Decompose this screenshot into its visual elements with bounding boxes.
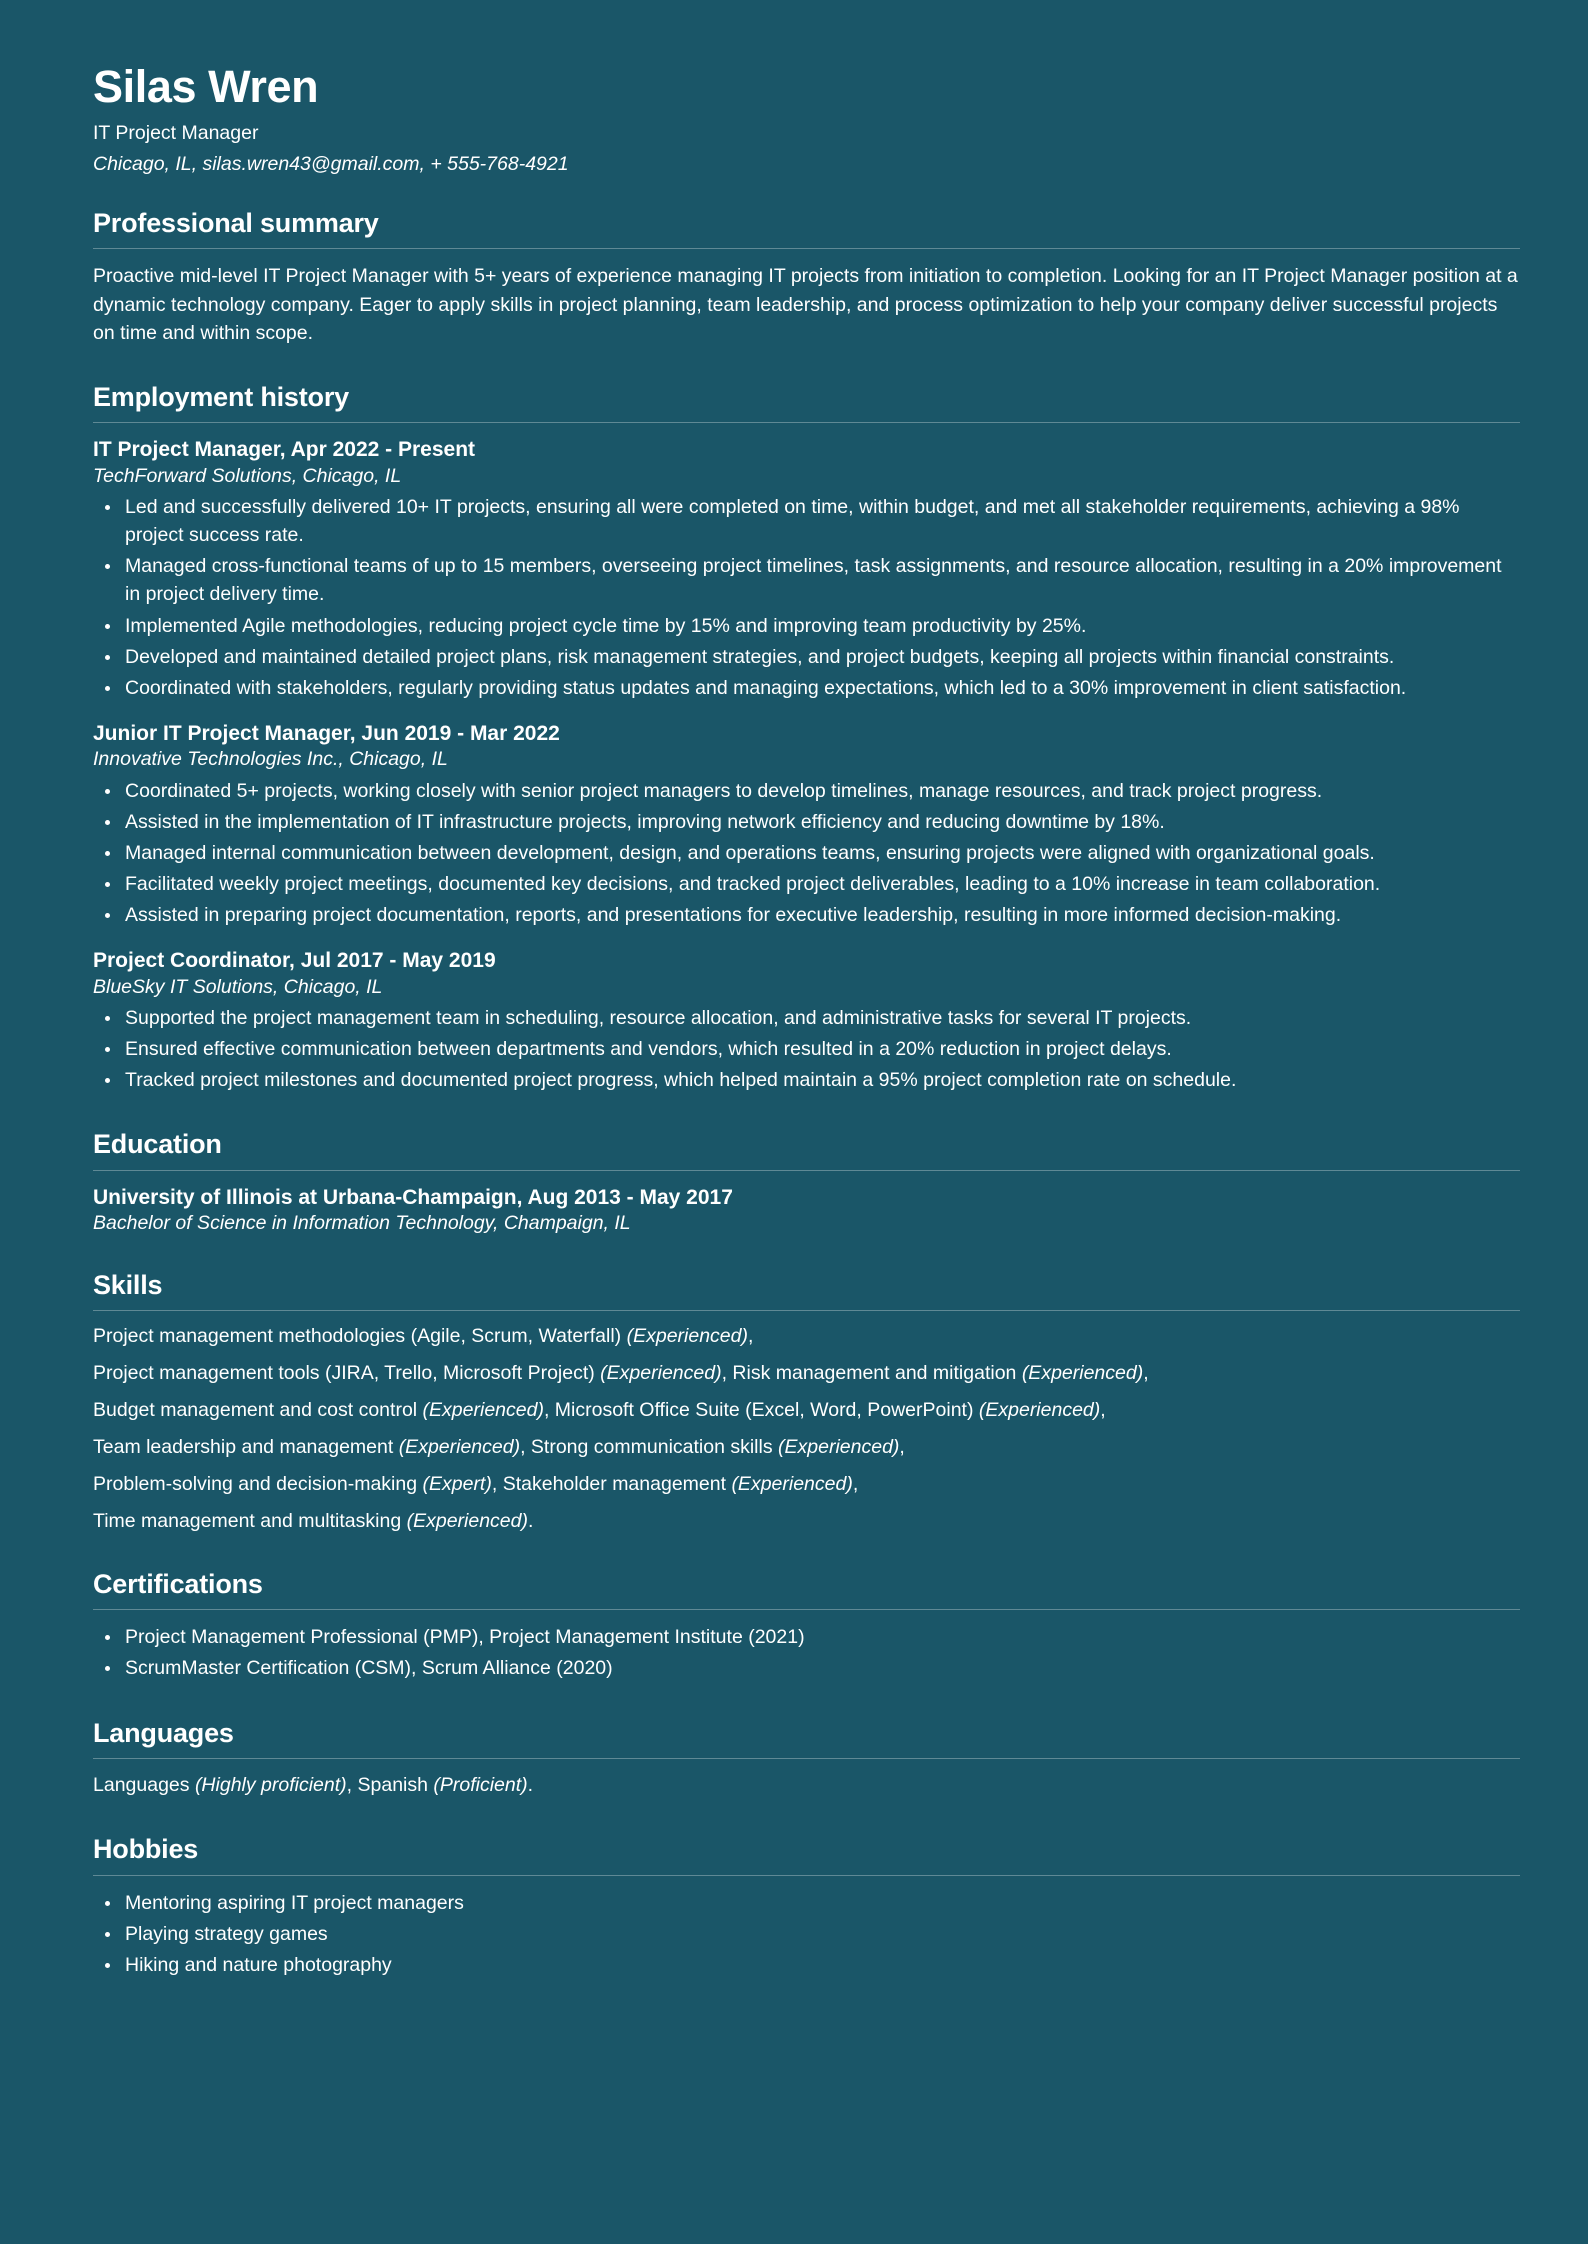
education-list [93,1184,1520,1237]
employment-entry-bullets [93,1004,1520,1094]
section-divider [93,422,1520,423]
certifications-bullet-list [93,1623,1520,1682]
list-item: Project Management Professional (PMP), Project Management Institute (2021) [93,1623,1520,1651]
section-divider [93,1758,1520,1759]
list-item: Ensured effective communication between departments and vendors, which resulted in a 20% reduction in project delays. [93,1035,1520,1063]
skill-level: (Experienced) [406,1510,528,1533]
language-separator: . [527,1773,534,1796]
section-divider [93,1609,1520,1610]
section-title-education: Education [93,1129,222,1160]
skill-separator: , [543,1399,555,1422]
skill-name: Project management methodologies (Agile, Scrum, Waterfall) [93,1325,627,1348]
section-certifications [93,1568,1520,1683]
skill-line [93,1509,1520,1534]
list-item: Hiking and nature photography [93,1951,1520,1979]
candidate-name: Silas Wren [93,61,319,112]
section-divider [93,1310,1520,1311]
section-professional-summary [93,207,1520,348]
list-item: Managed internal communication between development, design, and operations teams, ensuring projects were aligned with organizational goals. [93,839,1520,867]
section-education [93,1128,1520,1236]
list-item: Developed and maintained detailed project plans, risk management strategies, and project budgets, keeping all projects within financial constraints. [93,643,1520,671]
list-item: Mentoring aspiring IT project managers [93,1889,1520,1917]
section-title-employment-history: Employment history [93,381,349,412]
language-name: Spanish [357,1773,434,1796]
employment-entry-bullets [93,493,1520,702]
section-employment-history [93,381,1520,1095]
employment-entry [93,720,1520,929]
skill-separator: , [491,1473,503,1496]
skill-separator: . [527,1510,534,1533]
skill-separator: , [747,1325,754,1348]
list-item: ScrumMaster Certification (CSM), Scrum Alliance (2020) [93,1654,1520,1682]
education-entry-heading: University of Illinois at Urbana-Champaign, Aug 2013 - May 2017 [93,1185,733,1209]
list-item: Assisted in preparing project documentation, reports, and presentations for executive leadership, resulting in more informed decision-making. [93,901,1520,929]
education-entry [93,1184,1520,1237]
employment-entry-bullets [93,777,1520,929]
languages-line [93,1772,1520,1799]
skill-line [93,1361,1520,1386]
section-title-professional-summary: Professional summary [93,208,379,239]
employment-entry-company: TechForward Solutions, Chicago, IL [93,464,402,487]
skill-name: Strong communication skills [530,1436,779,1459]
professional-summary-text: Proactive mid-level IT Project Manager with 5+ years of experience managing IT projects from initiation to completion. Looking for an IT Project Manager position at a dynamic technology company. Eager to apply skills in project planning, team leadership, and process optimization to help your company deliver successful projects on time and within scope. [93,265,1518,345]
list-item: Assisted in the implementation of IT infrastructure projects, improving network efficiency and reducing downtime by 18%. [93,808,1520,836]
skill-level: (Experienced) [422,1399,544,1422]
employment-jobs-list [93,436,1520,1094]
employment-entry-heading: Junior IT Project Manager, Jun 2019 - Mar 2022 [93,721,560,745]
candidate-contact: Chicago, IL, silas.wren43@gmail.com, + 555-768-4921 [93,152,569,175]
skill-name: Microsoft Office Suite (Excel, Word, PowerPoint) [554,1399,979,1422]
language-level: (Highly proficient) [194,1773,347,1796]
employment-entry-heading: Project Coordinator, Jul 2017 - May 2019 [93,949,496,973]
list-item: Led and successfully delivered 10+ IT projects, ensuring all were completed on time, within budget, and met all stakeholder requirements, achieving a 98% project success rate. [93,493,1520,549]
resume-header [93,62,1520,177]
skill-level: (Experienced) [1021,1362,1144,1385]
skill-line [93,1435,1520,1460]
skills-list [93,1324,1520,1534]
hobbies-bullet-list [93,1889,1520,1979]
employment-entry-company: BlueSky IT Solutions, Chicago, IL [93,975,383,998]
skill-level: (Experienced) [600,1362,722,1385]
skill-separator: , [520,1436,531,1459]
section-divider [93,1875,1520,1876]
list-item: Tracked project milestones and documented project progress, which helped maintain a 95% project completion rate on schedule. [93,1066,1520,1094]
skill-name: Stakeholder management [502,1473,732,1496]
list-item: Supported the project management team in scheduling, resource allocation, and administrative tasks for several IT projects. [93,1004,1520,1032]
skill-line [93,1324,1520,1349]
skill-level: (Experienced) [626,1325,748,1348]
language-name: Languages [93,1773,195,1796]
language-level: (Proficient) [433,1773,528,1796]
candidate-job-title: IT Project Manager [93,122,259,145]
skill-separator: , [1143,1362,1149,1385]
skill-name: Team leadership and management [93,1436,399,1459]
skill-level: (Experienced) [778,1436,900,1459]
skill-separator: , [721,1362,733,1385]
skill-name: Risk management and mitigation [732,1362,1022,1385]
list-item: Coordinated with stakeholders, regularly providing status updates and managing expectations, which led to a 30% improvement in client satisfaction. [93,674,1520,702]
section-title-skills: Skills [93,1269,163,1300]
skill-line [93,1398,1520,1423]
list-item: Facilitated weekly project meetings, documented key decisions, and tracked project deliverables, leading to a 10% increase in team collaboration. [93,870,1520,898]
skill-name: Problem-solving and decision-making [93,1473,423,1496]
skill-separator: , [1100,1399,1106,1422]
employment-entry [93,947,1520,1094]
employment-entry-company: Innovative Technologies Inc., Chicago, IL [93,748,448,771]
section-title-languages: Languages [93,1717,234,1748]
skill-level: (Experienced) [731,1473,853,1496]
employment-entry-heading: IT Project Manager, Apr 2022 - Present [93,438,476,462]
section-skills [93,1269,1520,1534]
section-divider [93,1170,1520,1171]
language-separator: , [346,1773,358,1796]
skill-name: Time management and multitasking [93,1510,407,1533]
section-title-certifications: Certifications [93,1569,263,1599]
employment-entry [93,436,1520,702]
skill-name: Project management tools (JIRA, Trello, Microsoft Project) [93,1362,601,1385]
section-divider [93,248,1520,249]
section-hobbies [93,1833,1520,1979]
list-item: Coordinated 5+ projects, working closely with senior project managers to develop timelines, manage resources, and track project progress. [93,777,1520,805]
skill-line [93,1472,1520,1497]
section-title-hobbies: Hobbies [93,1834,199,1865]
skill-separator: , [852,1473,859,1496]
education-entry-degree: Bachelor of Science in Information Technology, Champaign, IL [93,1212,631,1235]
skill-separator: , [899,1436,905,1459]
list-item: Managed cross-functional teams of up to 15 members, overseeing project timelines, task assignments, and resource allocation, resulting in a 20% improvement in project delivery time. [93,552,1520,608]
list-item: Playing strategy games [93,1920,1520,1948]
skill-level: (Expert) [422,1473,492,1496]
skill-level: (Experienced) [398,1436,521,1459]
section-languages [93,1717,1520,1800]
skill-level: (Experienced) [978,1399,1101,1422]
skill-name: Budget management and cost control [93,1399,423,1422]
list-item: Implemented Agile methodologies, reducing project cycle time by 15% and improving team productivity by 25%. [93,612,1520,640]
